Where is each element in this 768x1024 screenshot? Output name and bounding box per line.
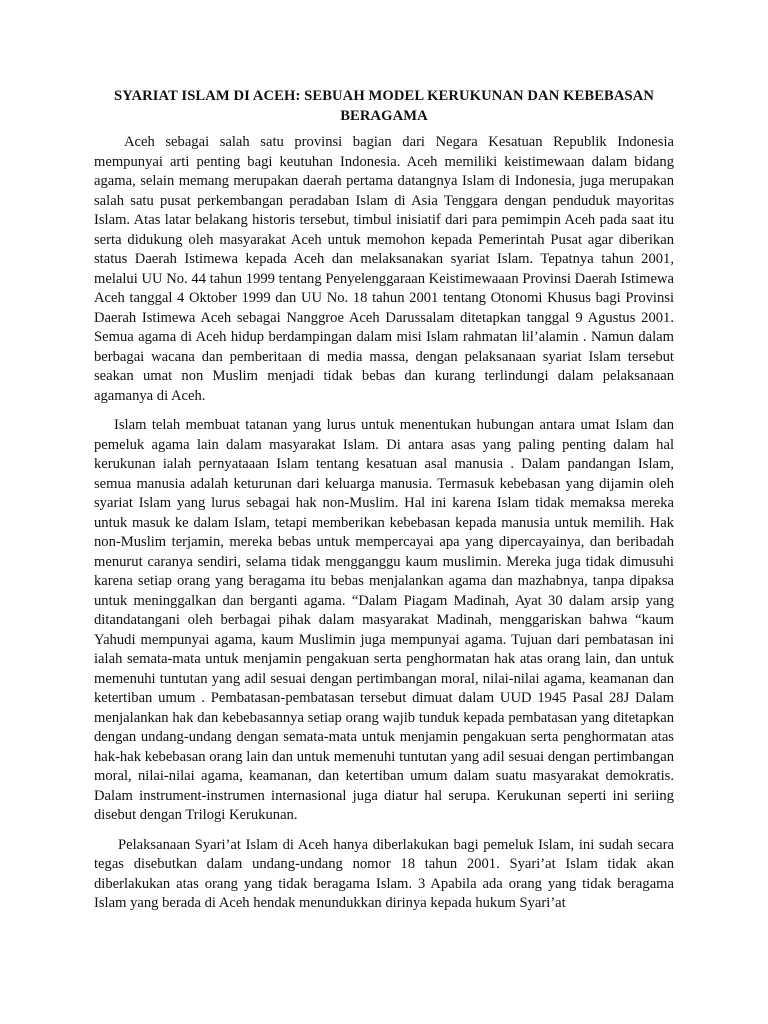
paragraph-3: Pelaksanaan Syari’at Islam di Aceh hanya diberlakukan bagi pemeluk Islam, ini sudah secara tegas disebutkan dalam undang-undang nomor 18 tahun 2001. Syari’at Islam tidak akan diberlakukan atas orang yang tidak beragama Islam. 3 Apabila ada orang yang tidak beragama Islam yang berada di Aceh hendak menundukkan dirinya kepada hukum Syari’at <box>94 836 674 911</box>
document-title: SYARIAT ISLAM DI ACEH: SEBUAH MODEL KERUKUNAN DAN KEBEBASAN BERAGAMA <box>113 88 655 124</box>
document-page <box>94 86 674 924</box>
paragraph-2: Islam telah membuat tatanan yang lurus untuk menentukan hubungan antara umat Islam dan pemeluk agama lain dalam masyarakat Islam. Di antara asas yang paling penting dalam hal kerukunan ialah pernyataaan Islam tentang kesatuan asal manusia . Dalam pandangan Islam, semua manusia adalah keturunan dari keluarga manusia. Termasuk kebebasan yang dijamin oleh syariat Islam yang lurus sebagai hak non-Muslim. Hal ini karena Islam tidak memaksa mereka untuk masuk ke dalam Islam, tetapi memberikan kebebasan kepada manusia untuk memilih. Hak non-Muslim terjamin, mereka bebas untuk mempercayai apa yang dipercayainya, dan beribadah menurut caranya sendiri, selama tidak mengganggu kaum muslimin. Mereka juga tidak dimusuhi karena setiap orang yang beragama itu bebas menjalankan agama dan mazhabnya, tanpa dipaksa untuk meninggalkan dan berganti agama. “Dalam Piagam Madinah, Ayat 30 dalam arsip yang ditandatangani oleh berbagai pihak dalam masyarakat Madinah, menggariskan bahwa “kaum Yahudi mempunyai agama, kaum Muslimin juga mempunyai agama. Tujuan dari pembatasan ini ialah semata-mata untuk menjamin pengakuan serta penghormatan hak atas orang lain, dan untuk memenuhi tuntutan yang adil sesuai dengan pertimbangan moral, nilai-nilai agama, keamanan dan ketertiban umum . Pembatasan-pembatasan tersebut dimuat dalam UUD 1945 Pasal 28J Dalam menjalankan hak dan kebebasannya setiap orang wajib tunduk kepada pembatasan yang ditetapkan dengan undang-undang dengan semata-mata untuk menjamin pengakuan serta penghormatan atas hak-hak kebebasan orang lain dan untuk memenuhi tuntutan yang adil sesuai dengan pertimbangan moral, nilai-nilai agama, keamanan, dan ketertiban umum dalam suatu masyarakat demokratis. Dalam instrument-instrumen internasional juga diatur hal serupa. Kerukunan seperti ini seriing disebut dengan Trilogi Kerukunan. <box>94 417 674 823</box>
paragraph-1: Aceh sebagai salah satu provinsi bagian dari Negara Kesatuan Republik Indonesia mempunyai arti penting bagi keutuhan Indonesia. Aceh memiliki keistimewaan dalam bidang agama, selain memang merupakan daerah pertama datangnya Islam di Indonesia, juga merupakan salah satu pusat perkembangan peradaban Islam di Asia Tenggara dengan penduduk mayoritas Islam. Atas latar belakang historis tersebut, timbul inisiatif dari para pemimpin Aceh pada saat itu serta didukung oleh masyarakat Aceh untuk memohon kepada Pemerintah Pusat agar diberikan status Daerah Istimewa kepada Aceh dan melaksanakan syariat Islam. Tepatnya tahun 2001, melalui UU No. 44 tahun 1999 tentang Penyelenggaraan Keistimewaaan Provinsi Daerah Istimewa Aceh tanggal 4 Oktober 1999 dan UU No. 18 tahun 2001 tentang Otonomi Khusus bagi Provinsi Daerah Istimewa Aceh sebagai Nanggroe Aceh Darussalam ditetapkan tanggal 9 Agustus 2001. Semua agama di Aceh hidup berdampingan dalam misi Islam rahmatan lil’alamin . Namun dalam berbagai wacana dan pemberitaan di media massa, dengan pelaksanaan syariat Islam tersebut seakan umat non Muslim menjadi tidak bebas dan kurang terlindungi dalam pelaksanaan agamanya di Aceh. <box>94 134 674 404</box>
